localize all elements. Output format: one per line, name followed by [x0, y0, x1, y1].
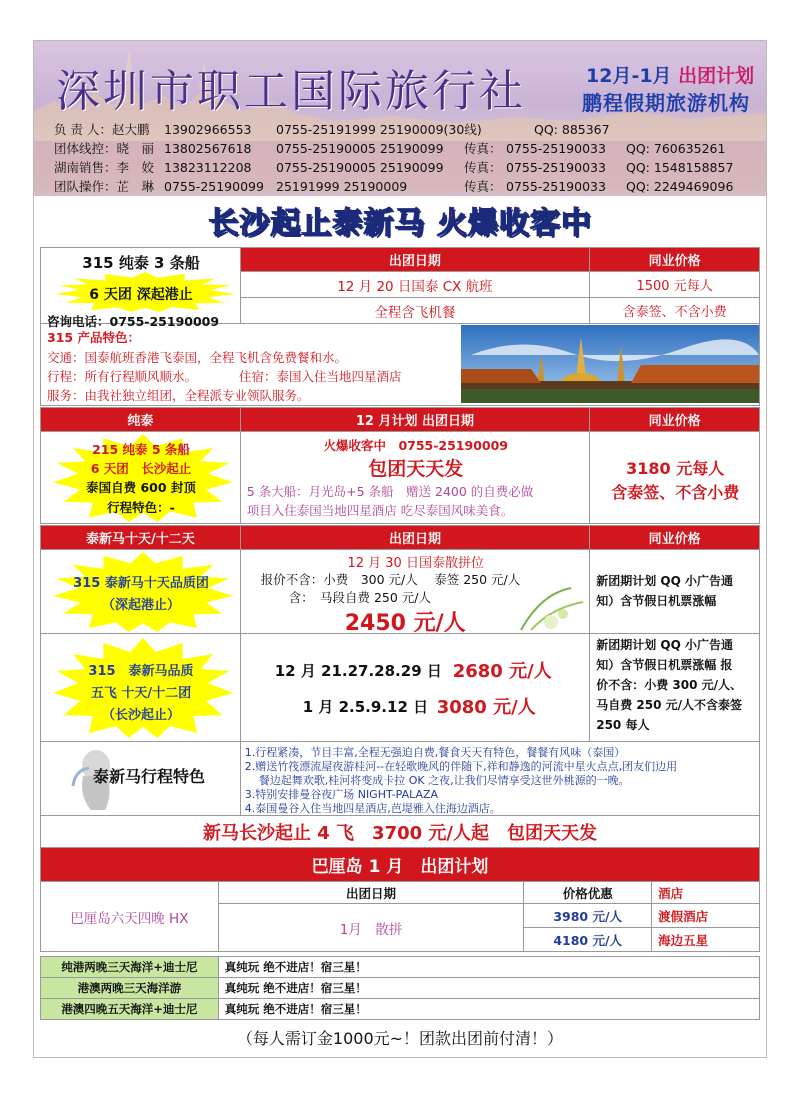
sec3-b-note2: 知）含节假日机票涨幅 报: [596, 658, 733, 672]
sec2-left-cell: [41, 432, 241, 524]
header: [34, 41, 766, 196]
sec3-a-date: 12 月 30 日国泰散拼位: [347, 556, 484, 571]
sec2-hot-line: 火爆收客中 0755-25190009: [323, 438, 508, 453]
hk-route-name: 港澳四晚五天海洋+迪士尼: [41, 999, 219, 1020]
sec2-desc1: 5 条大船：月光岛+5 条船 赠送 2400 的自费必做: [246, 484, 534, 499]
sec3-price-header: 同业价格: [590, 526, 760, 550]
bali-price: 3980 元/人: [524, 904, 652, 928]
sec1-price-line1: 1500 元每人: [590, 272, 760, 298]
feature-item-cont: 餐边起舞欢歌,桂河将变成卡拉 OK 之夜,让我们尽情享受这世外桃源的一晚。: [258, 774, 630, 787]
contact-tel: 0755-25190005 25190099: [276, 141, 444, 156]
contact-fax: 0755-25190033: [506, 179, 606, 194]
sec3-a-exclude2: 含： 马段自费 250 元/人: [288, 590, 431, 605]
sec1-burst-text: 6 天团 深起港止: [89, 287, 193, 303]
contact-tel: 25191999 25190009: [276, 179, 408, 194]
sec3-a-note2: 知）含节假日机票涨幅: [596, 594, 717, 608]
sec1-table: [40, 247, 760, 406]
deposit-note: （每人需订金1000元~！团款出团前付清！）: [236, 1029, 564, 1048]
plan-months: 12月-1月: [586, 65, 672, 87]
contact-role: 负 责 人：赵大鹏: [54, 122, 150, 137]
bali-date-header: 出团日期: [218, 882, 524, 904]
feature-item: 2.赠送竹筏漂流屋夜游桂河--在轻歌晚风的伴随下,祥和静逸的河流中星火点点,团友们边用: [244, 760, 678, 773]
sec1-price-header: 同业价格: [590, 248, 760, 272]
bali-price: 4180 元/人: [524, 928, 652, 952]
contact-qq: QQ: 1548158857: [626, 160, 734, 175]
contact-mobile: 13902966553: [164, 122, 252, 137]
sec3-date-header: 出团日期: [240, 526, 590, 550]
bali-table: [40, 847, 760, 952]
sec3-b-left-cell: [41, 634, 241, 742]
fax-label: 传真：: [464, 141, 502, 156]
sec1-feature-route: 行程：所有行程顺风顺水。: [47, 369, 198, 384]
sec3-a-date-cell: [240, 550, 590, 634]
contact-mobile: 0755-25190099: [164, 179, 264, 194]
sec2-price-cell: [590, 432, 760, 524]
sec1-date-line1: 12 月 20 日国泰 CX 航班: [240, 272, 590, 298]
sec2-daily: 包团天天发: [368, 458, 464, 480]
features-list-cell: [240, 742, 759, 816]
contact-fax: 0755-25190033: [506, 160, 606, 175]
contact-qq: QQ: 885367: [534, 122, 610, 137]
sec2-burst-line4: 行程特色：-: [107, 500, 175, 515]
sec3-a-exclude1: 报价不含：小费 300 元/人 泰签 250 元/人: [260, 572, 521, 587]
features-title-cell: [41, 742, 241, 816]
contact-qq: QQ: 2249469096: [626, 179, 734, 194]
sec3-a-line2: （深起港止）: [101, 598, 180, 613]
features-title: 泰新马行程特色: [93, 767, 206, 786]
sec3-b-line3: （长沙起止）: [101, 708, 180, 723]
bali-hotel-header: 酒店: [652, 882, 760, 904]
plan-tag: [586, 61, 754, 88]
sec3-a-left-cell: [41, 550, 241, 634]
sec2-desc2: 项目入住泰国当地四星酒店 吃尽泰国风味美食。: [246, 503, 514, 518]
sec3-b-price2: 3080 元/人: [436, 697, 536, 718]
contact-mobile: 13823112208: [164, 160, 252, 175]
sec3-b-note4: 马自费 250 元/人不含泰签: [596, 698, 743, 712]
sec3-b-price1: 2680 元/人: [452, 661, 552, 682]
sec3-b-date1: 12 月 21.27.28.29 日: [274, 662, 442, 680]
contact-tel: 0755-25191999 25190009(30线): [276, 122, 482, 137]
bali-hotel: 渡假酒店: [652, 904, 760, 928]
sec3-b-note5: 250 每人: [596, 718, 650, 732]
hk-table: [40, 956, 760, 1020]
sec1-feature-transport: 交通：国泰航班香港飞泰国，全程飞机含免费餐和水。: [47, 350, 348, 365]
hk-route-desc: 真纯玩 绝不进店！宿三星！: [218, 999, 759, 1020]
sec3-b-line2: 五飞 十天/十二团: [90, 686, 192, 701]
bali-date: 1月 散拼: [218, 904, 524, 952]
sec3-a-note-cell: [590, 550, 760, 634]
sec1-price-line2: 含泰签、不含小费: [590, 298, 760, 324]
grand-palace-photo: [461, 325, 759, 403]
sec2-burst-line3: 泰国自费 600 封顶: [86, 480, 196, 495]
sec3-b-date-cell: [240, 634, 590, 742]
sec3-a-line1: 315 泰新马十天品质团: [73, 576, 209, 591]
sec2-price-header: 同业价格: [590, 408, 760, 432]
sec2-price1: 3180 元每人: [626, 459, 725, 478]
sec3-b-note1: 新团期计划 QQ 小广告通: [596, 638, 733, 652]
feature-item: 1.行程紧凑，节目丰富,全程无强迫自费,餐食天天有特色，餐餐有风味（泰国）: [244, 746, 626, 759]
sec3-a-note1: 新团期计划 QQ 小广告通: [596, 574, 733, 588]
sec1-feature-title: 315 产品特色：: [47, 330, 140, 345]
fax-label: 传真：: [464, 160, 502, 175]
contact-role: 团队操作：芷 琳: [54, 179, 155, 194]
sec1-feature-service: 服务：由我社独立组团，全程派专业领队服务。: [47, 388, 310, 403]
contact-role: 团体线控：晓 丽: [54, 141, 155, 156]
feature-item: 4.泰国曼谷入住当地四星酒店,芭堤雅入住海边酒店。: [244, 802, 501, 815]
hk-route-name: 港澳两晚三天海洋游: [41, 978, 219, 999]
sec2-date-header: 12 月计划 出团日期: [240, 408, 590, 432]
hk-route-desc: 真纯玩 绝不进店！宿三星！: [218, 978, 759, 999]
sec1-left-cell: [41, 248, 241, 329]
sec1-features-cell: [41, 324, 760, 406]
flower-decoration: [511, 584, 589, 632]
contact-mobile: 13802567618: [164, 141, 252, 156]
sec1-date-line2: 全程含飞机餐: [240, 298, 590, 324]
feature-item: 3.特别安排曼谷夜广场 NIGHT-PALAZA: [244, 788, 439, 801]
burst-badge: [53, 552, 233, 632]
sec1-product: 315 纯泰 3 条船: [82, 254, 200, 272]
sec2-left-header: 纯泰: [41, 408, 241, 432]
promo-banner: 新马长沙起止 4 飞 3700 元/人起 包团天天发: [41, 816, 760, 848]
sec2-table: [40, 407, 760, 524]
contact-fax: 0755-25190033: [506, 141, 606, 156]
bali-price-header: 价格优惠: [524, 882, 652, 904]
sec3-b-note3: 价不含：小费 300 元/人、: [596, 678, 743, 692]
sec2-burst-line1: 215 纯泰 5 条船: [92, 442, 190, 457]
fax-label: 传真：: [464, 179, 502, 194]
bali-product: 巴厘岛六天四晚 HX: [41, 882, 219, 952]
sec1-consult: 咨询电话：0755-25190009: [47, 314, 220, 329]
bali-title: 巴厘岛 1 月 出团计划: [41, 848, 760, 882]
agency-name: 深圳市职工国际旅行社: [56, 66, 526, 117]
sec1-date-header: 出团日期: [240, 248, 590, 272]
bali-hotel: 海边五星: [652, 928, 760, 952]
plan-label: 出团计划: [678, 65, 755, 87]
sec3-a-price: 2450 元/人: [344, 611, 466, 636]
sec3-table: [40, 525, 760, 848]
sec1-feature-hotel: 住宿：泰国入住当地四星酒店: [239, 369, 402, 384]
sec2-burst-line2: 6 天团 长沙起止: [90, 461, 192, 476]
hk-route-desc: 真纯玩 绝不进店！宿三星！: [218, 957, 759, 978]
headline-banner: 长沙起止泰新马 火爆收客中: [208, 206, 592, 241]
sec2-price2: 含泰签、不含小费: [611, 483, 740, 502]
sec3-b-date2: 1 月 2.5.9.12 日: [302, 698, 429, 716]
hk-route-name: 纯港两晚三天海洋+迪士尼: [41, 957, 219, 978]
slogan: 鹏程假期旅游机构: [582, 91, 750, 115]
contact-tel: 0755-25190005 25190099: [276, 160, 444, 175]
contact-qq: QQ: 760635261: [626, 141, 726, 156]
sec2-date-cell: [240, 432, 590, 524]
flyer: [33, 40, 767, 1058]
sec3-b-line1: 315 泰新马品质: [88, 664, 194, 679]
sec3-b-note-cell: [590, 634, 760, 742]
sec3-left-header: 泰新马十天/十二天: [41, 526, 241, 550]
contact-role: 湖南销售：李 姣: [54, 160, 155, 175]
